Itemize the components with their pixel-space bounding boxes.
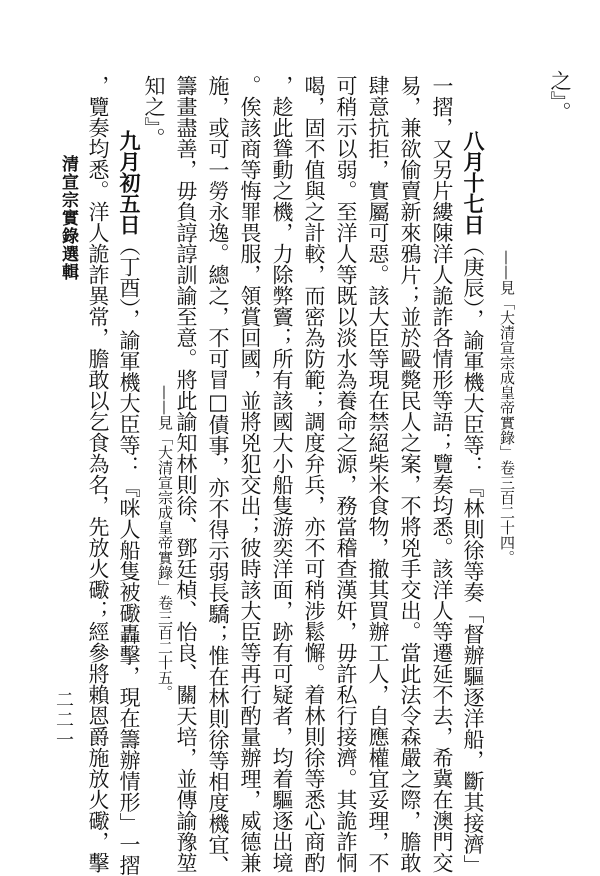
text-column-1: 之』。 xyxy=(548,70,572,123)
text-column-3: 八月十七日（庚辰），諭軍機大臣等：『林則徐等奏「督辦驅逐洋船，斷其接濟」 xyxy=(461,130,486,876)
text-column-13: 知之』。 xyxy=(142,75,166,149)
date-heading: 八月十七日 xyxy=(461,130,486,235)
source-note-1: ——見「大清宣宗成皇帝實錄」卷三百二十四。 xyxy=(498,250,516,565)
text-column-9: ，趁此聳動之機，力除弊竇；所有該國大小船隻游奕洋面，跡有可疑者，均着驅逐出境 xyxy=(270,75,294,873)
book-title-footer: 清宣宗實錄選輯 xyxy=(58,155,78,281)
text-column-4: 一摺，又另片縷陳洋人詭詐各情形等語；覽奏均悉。該洋人等遷延不去，希冀在澳門交 xyxy=(430,75,454,873)
text-column-10: 。俟該商等悔罪畏服，領賞回國，並將兇犯交出；彼時該大臣等再行酌量辦理，威德兼 xyxy=(238,75,262,873)
text-column-15: 九月初五日（丁酉），諭軍機大臣等：『咪人船隻被礮轟擊，現在籌辦情形」一摺 xyxy=(117,130,142,876)
page-number: 二二一 xyxy=(53,690,74,750)
text-column-7: 可稍示以弱。至洋人等既以淡水為養命之源，務當稽查漢奸，毋許私行接濟。其詭詐恫 xyxy=(334,75,358,873)
text-column-16: ，覽奏均悉。洋人詭詐異常，膽敢以乞食為名，先放火礮；經參將賴恩爵施放火礮，擊 xyxy=(86,75,110,873)
text-column-11: 施，或可一勞永逸。總之，不可冒□債事，亦不得示弱長驕；惟在林則徐等相度機宜、 xyxy=(206,75,230,876)
text-column-6: 肆意抗拒，實屬可惡。該大臣等現在禁絕柴米食物，撤其買辦工人，自應權宜妥理，不 xyxy=(366,75,390,873)
source-note-2: ——見「大清宣宗成皇帝實錄」卷三百二十五。 xyxy=(156,385,174,700)
text-column-8: 喝，固不值與之計較，而密為防範；調度弁兵，亦不可稍涉鬆懈。着林則徐等悉心商酌 xyxy=(302,75,326,873)
text-column-12: 籌畫盡善，毋負諄諄訓諭至意。將此諭知林則徐、鄧廷楨、怡良、關天培，並傳諭豫堃 xyxy=(174,75,198,873)
text-column-5: 易，兼欲偷賣新來鴉片；並於毆斃民人之案，不將兇手交出。當此法令森嚴之際，膽敢 xyxy=(398,75,422,873)
date-heading: 九月初五日 xyxy=(117,130,142,235)
